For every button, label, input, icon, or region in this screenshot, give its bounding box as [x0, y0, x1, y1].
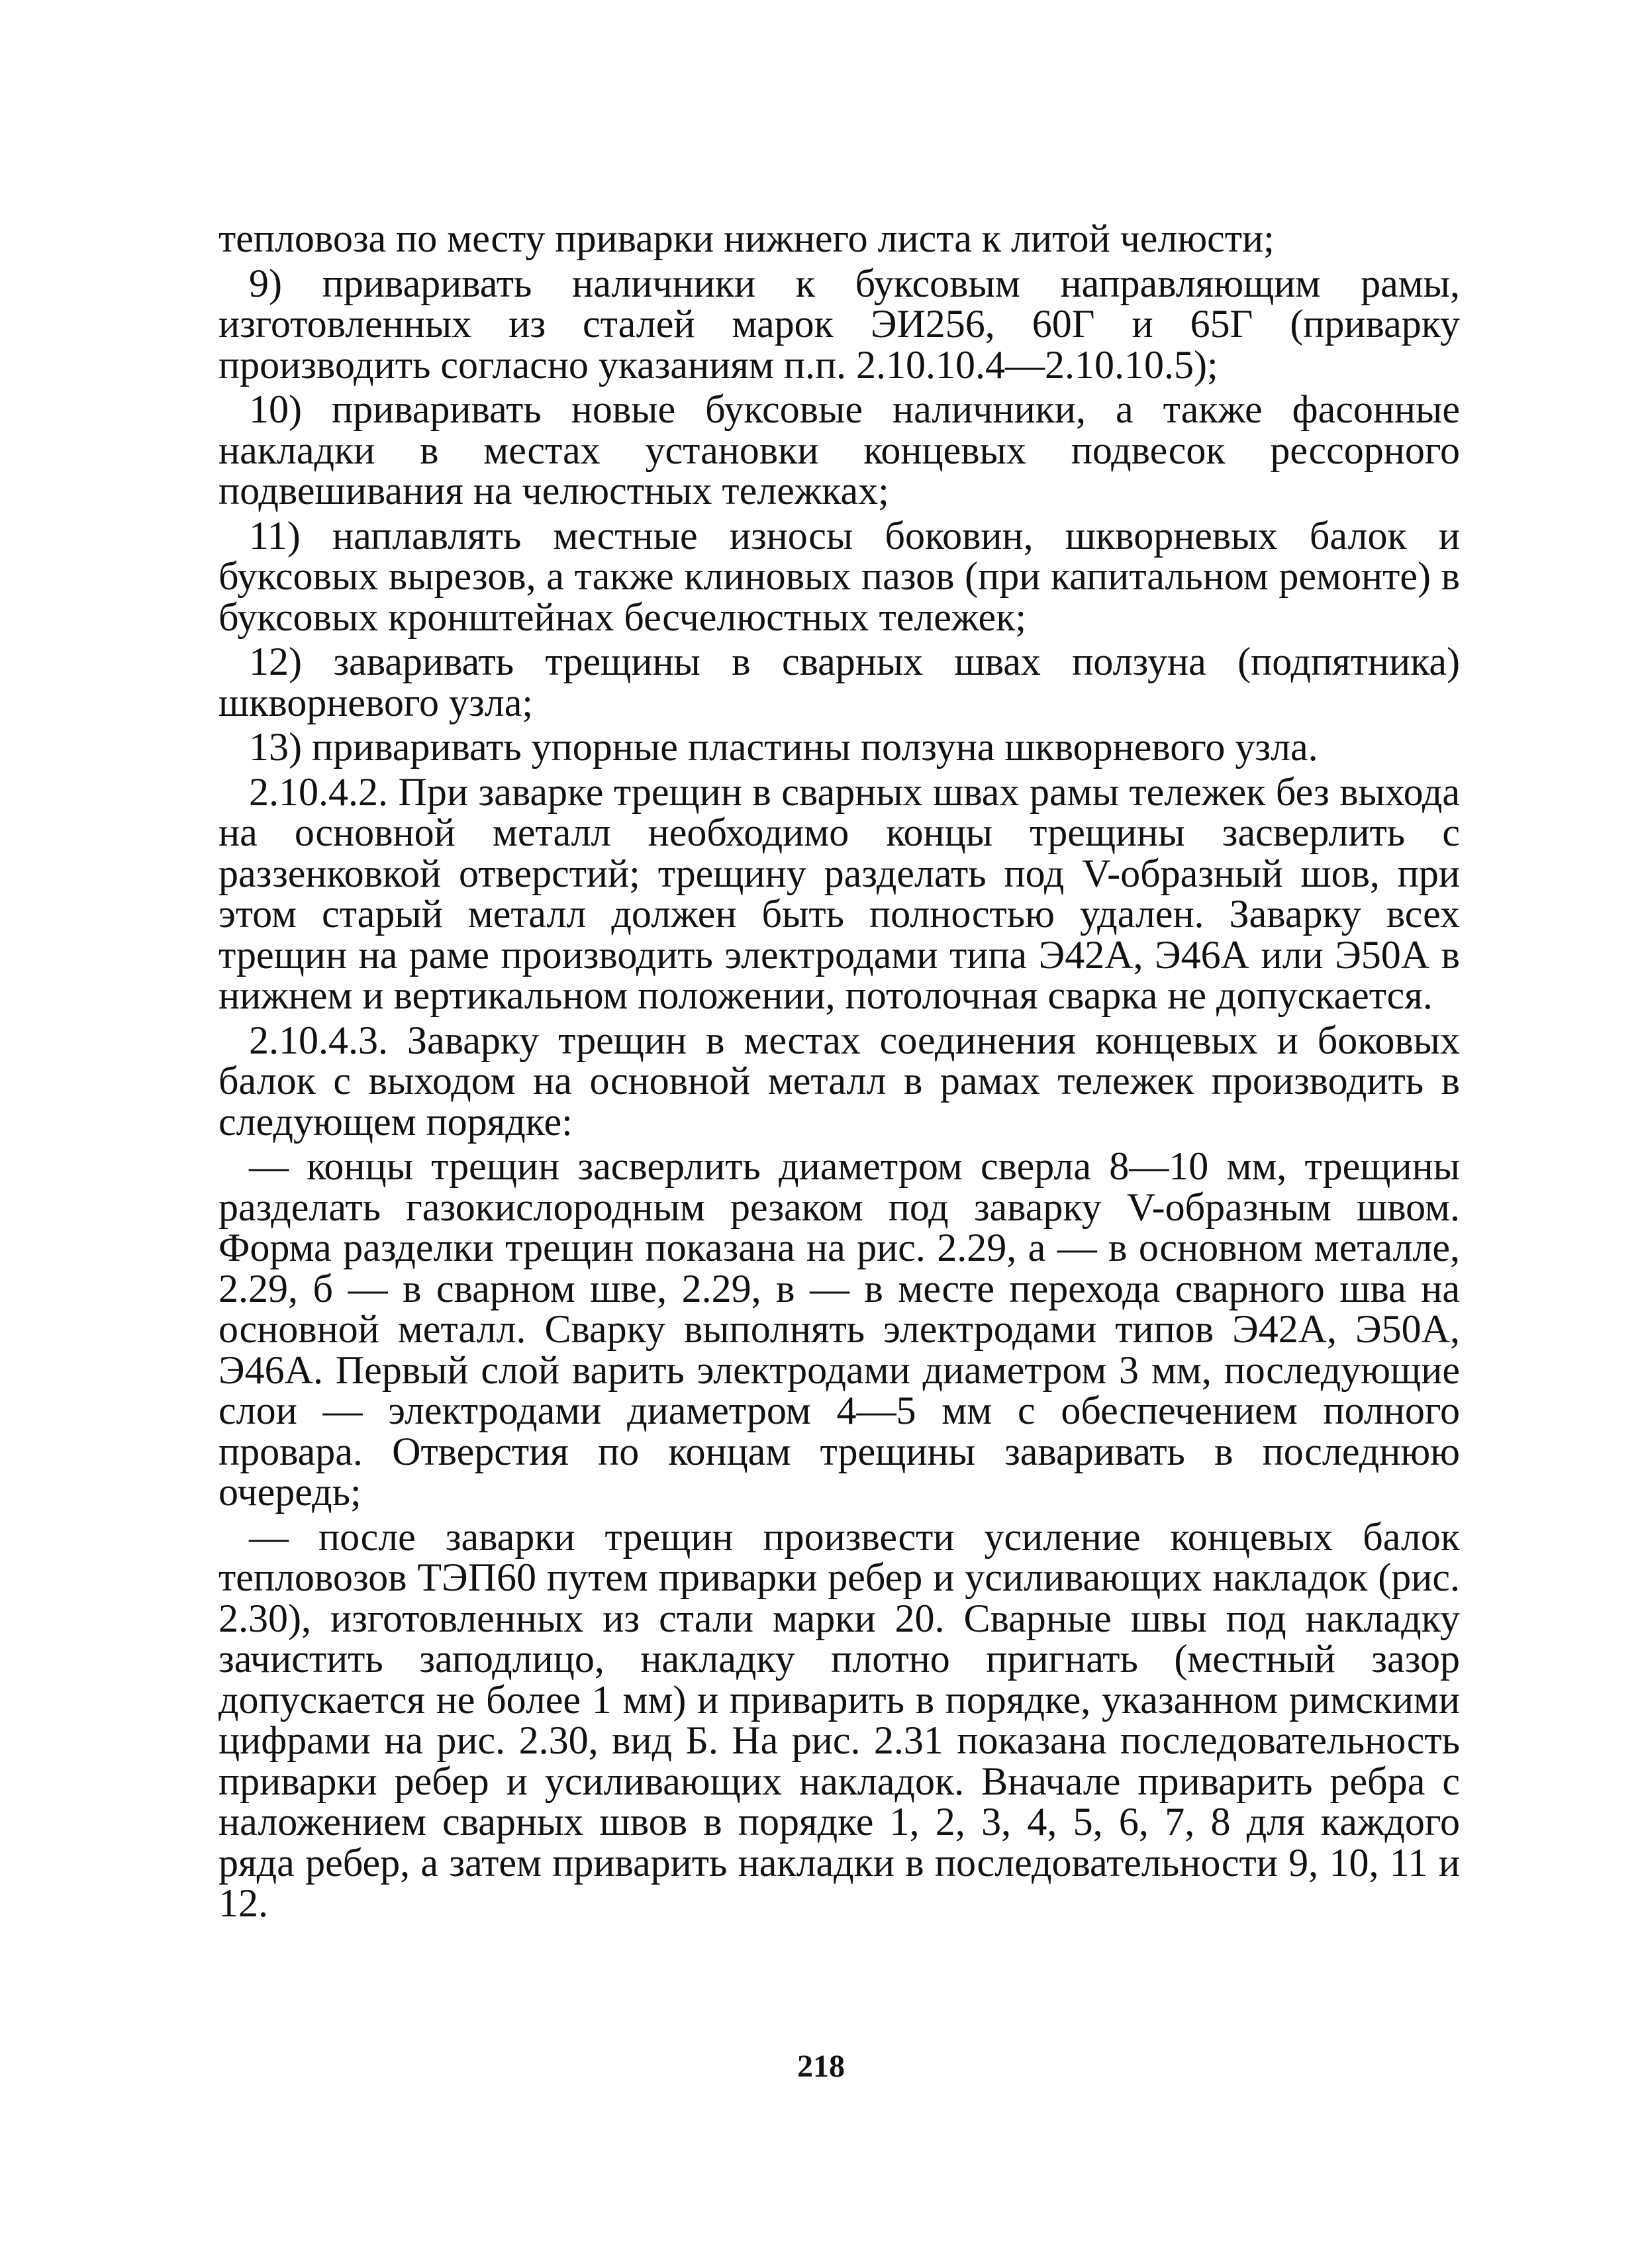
- section-2-10-4-2: 2.10.4.2. При заварке трещин в сварных швах рамы тележек без выхода на основной металл необходимо концы трещины засверлить с раззенковкой отверстий; трещину разделать под V-образный шов, при этом старый металл должен быть полностью удален. Заварку всех трещин на раме производить электродами типа Э42А, Э46А или Э50А в нижнем и вертикальном положении, потолочная сварка не допускается.: [218, 769, 1460, 1017]
- section-2-10-4-3: 2.10.4.3. Заварку трещин в местах соединения концевых и боковых балок с выходом на основной металл в рамах тележек производить в следующем порядке:: [218, 1018, 1460, 1144]
- dash-item-drilling: — концы трещин засверлить диаметром сверла 8—10 мм, трещины разделать газокислородным резаком под заварку V-образным швом. Форма разделки трещин показана на рис. 2.29, а — в основном металле, 2.29, б — в сварном шве, 2.29, в — в месте перехода сварного шва на основной металл. Сварку выполнять электродами типов Э42А, Э50А, Э46А. Первый слой варить электродами диаметром 3 мм, последующие слои — электродами диаметром 4—5 мм с обеспечением полного провара. Отверстия по концам трещины заваривать в последнюю очередь;: [218, 1144, 1460, 1514]
- page-number: 218: [797, 2049, 845, 2084]
- dash-item-reinforcement: — после заварки трещин произвести усиление концевых балок тепловозов ТЭП60 путем приварки ребер и усиливающих накладок (рис. 2.30), изготовленных из стали марки 20. Сварные швы под накладку зачистить заподлицо, накладку плотно пригнать (местный зазор допускается не более 1 мм) и приварить в порядке, указанном римскими цифрами на рис. 2.30, вид Б. На рис. 2.31 показана последовательность приварки ребер и усиливающих накладок. Вначале приварить ребра с наложением сварных швов в порядке 1, 2, 3, 4, 5, 6, 7, 8 для каждого ряда ребер, а затем приварить накладки в последовательности 9, 10, 11 и 12.: [218, 1514, 1460, 1925]
- list-item-12: 12) заваривать трещины в сварных швах ползуна (подпятника) шкворневого узла;: [218, 640, 1460, 724]
- list-item-13: 13) приваривать упорные пластины ползуна шкворневого узла.: [249, 725, 1318, 769]
- list-item-11: 11) наплавлять местные износы боковин, шкворневых балок и буксовых вырезов, а также клиновых пазов (при капитальном ремонте) в буксовых кронштейнах бесчелюстных тележек;: [218, 513, 1460, 639]
- list-item-9: 9) приваривать наличники к буксовым направляющим рамы, изготовленных из сталей марок ЭИ256, 60Г и 65Г (приварку производить согласно указаниям п.п. 2.10.10.4—2.10.10.5);: [218, 261, 1460, 387]
- body-text: [218, 219, 1460, 1928]
- paragraph-continuation: тепловоза по месту приварки нижнего листа к литой челюсти;: [218, 217, 1275, 260]
- list-item-10: 10) приваривать новые буксовые наличники, а также фасонные накладки в местах установки концевых подвесок рессорного подвешивания на челюстных тележках;: [218, 387, 1460, 513]
